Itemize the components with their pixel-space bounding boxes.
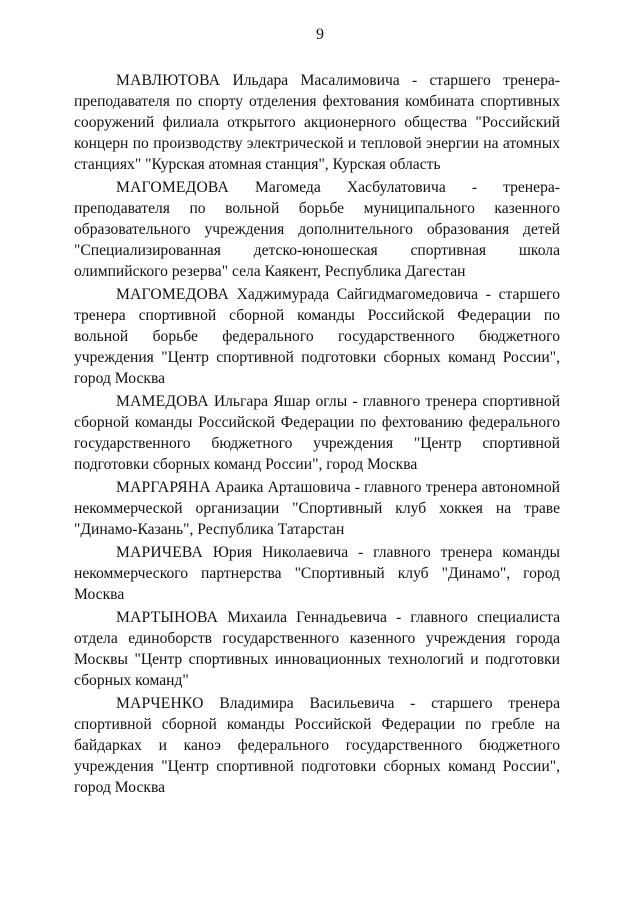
entry-text: Ильдара Масалимовича - старшего тренера-преподавателя по спорту отделения фехтования комбината спортивных сооружений филиала открытого акционерного общества "Российский концерн по производству электрической и тепловой энергии на атомных станциях" "Курская атомная станция", Курская область — [74, 72, 560, 173]
list-item — [74, 391, 560, 475]
entry-surname: МАМЕДОВА — [116, 393, 209, 410]
entry-surname: МАГОМЕДОВА — [116, 179, 229, 196]
entry-text: Магомеда Хасбулатовича - тренера-преподавателя по вольной борьбе муниципального казенного образовательного учреждения дополнительного образования детей "Специализированная детско-юношеская спортивная школа олимпийского резерва" села Каякент, Республика Дагестан — [74, 179, 560, 280]
entry-text: Михаила Геннадьевича - главного специалиста отдела единоборств государственного казенного учреждения города Москвы "Центр спортивных инновационных технологий и подготовки сборных команд" — [74, 609, 560, 689]
list-item — [74, 607, 560, 691]
page-number: 9 — [316, 26, 324, 43]
entry-text: Хаджимурада Сайгидмагомедовича - старшего тренера спортивной сборной команды Российской Федерации по вольной борьбе федерального государственного бюджетного учреждения "Центр спортивной подготовки сборных команд России", город Москва — [74, 286, 560, 387]
entry-text: Ильгара Яшар оглы - главного тренера спортивной сборной команды Российской Федерации по фехтованию федерального государственного бюджетного учреждения "Центр спортивной подготовки сборных команд России", город Москва — [74, 393, 561, 473]
list-item — [74, 693, 560, 798]
entry-surname: МАВЛЮТОВА — [116, 72, 221, 89]
entry-surname: МАРЧЕНКО — [116, 695, 204, 712]
list-item — [74, 477, 560, 540]
entry-surname: МАГОМЕДОВА — [116, 286, 229, 303]
award-list — [74, 70, 560, 800]
entry-text: Владимира Васильевича - старшего тренера спортивной сборной команды Российской Федерации по гребле на байдарках и каноэ федерального государственного бюджетного учреждения "Центр спортивной подготовки сборных команд России", город Москва — [74, 695, 561, 796]
list-item — [74, 284, 560, 389]
entry-text: Юрия Николаевича - главного тренера команды некоммерческого партнерства "Спортивный клуб "Динамо", город Москва — [74, 544, 560, 603]
entry-text: Араика Арташовича - главного тренера автономной некоммерческой организации "Спортивный клуб хоккея на траве "Динамо-Казань", Республика Татарстан — [74, 479, 560, 538]
entry-surname: МАРГАРЯНА — [116, 479, 211, 496]
entry-surname: МАРТЫНОВА — [116, 609, 219, 626]
entry-surname: МАРИЧЕВА — [116, 544, 203, 561]
list-item — [74, 177, 560, 282]
list-item — [74, 542, 560, 605]
list-item — [74, 70, 560, 175]
